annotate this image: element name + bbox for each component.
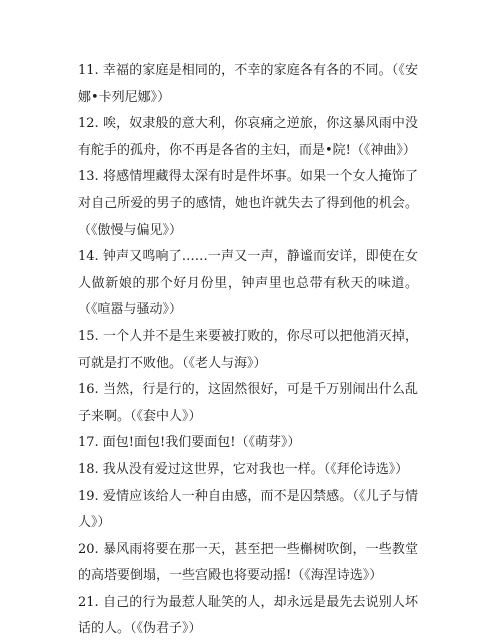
quote-list	[78, 58, 418, 643]
quote-item-18: 18. 我从没有爱过这世界，它对我也一样。（《拜伦诗选》）	[78, 461, 409, 477]
quote-item-16: 16. 当然，行是行的，这固然很好，可是千万别闹出什么乱子来啊。（《套中人》）	[78, 382, 418, 424]
quote-item-12: 12. 唉，奴隶般的意大利，你哀痛之逆旅，你这暴风雨中没有舵手的孤舟，你不再是各省的主妇，而是•院!（《神曲》）	[78, 116, 418, 158]
quote-item-21: 21. 自己的行为最惹人耻笑的人，却永远是最先去说别人坏话的人。（《伪君子》）	[78, 594, 418, 637]
quote-item-11: 11. 幸福的家庭是相同的，不幸的家庭各有各的不同。（《安娜•卡列尼娜》）	[78, 63, 418, 105]
quote-item-20: 20. 暴风雨将要在那一天，甚至把一些槲树吹倒，一些教堂的高塔要倒塌，一些宫殿也将要动摇!（《海涅诗选》）	[78, 541, 418, 584]
quote-item-15: 15. 一个人并不是生来要被打败的，你尽可以把他消灭掉，可就是打不败他。（《老人与海》）	[78, 328, 418, 371]
quote-item-14: 14. 钟声又鸣响了……一声又一声，静谧而安详，即使在女人做新娘的那个好月份里，钟声里也总带有秋天的味道。（《喧嚣与骚动》）	[78, 249, 418, 318]
quote-item-13: 13. 将感情埋藏得太深有时是件坏事。如果一个女人掩饰了对自己所爱的男子的感情，她也许就失去了得到他的机会。（《傲慢与偏见》）	[78, 169, 418, 238]
quote-item-19: 19. 爱情应该给人一种自由感，而不是囚禁感。（《儿子与情人》）	[78, 488, 418, 531]
quote-item-17: 17. 面包!面包!我们要面包!（《萌芽》）	[78, 435, 301, 451]
